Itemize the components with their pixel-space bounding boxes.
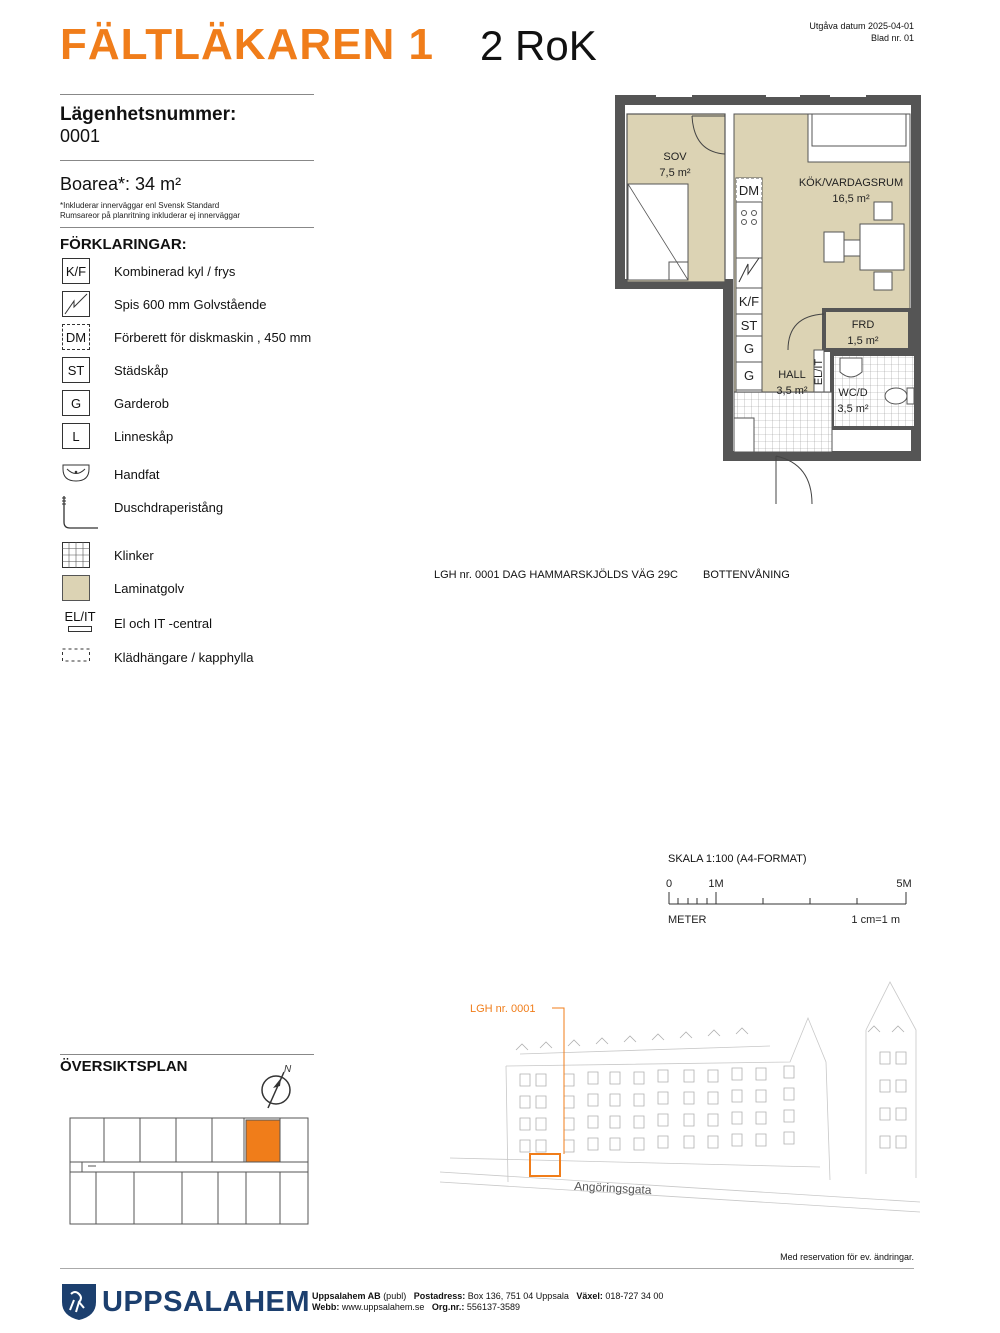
legend-item-dishwasher [60,324,360,354]
legend-label: Städskåp [114,363,169,378]
room-area: 3,5 m² [837,403,869,415]
divider [60,1054,314,1055]
sofa [808,114,910,162]
wardrobe-label: G [743,368,755,383]
postal-address: Box 136, 751 04 Uppsala [465,1291,569,1301]
room-area: 1,5 m² [847,335,879,347]
legend-item-tile [60,542,360,572]
org-number: 556137-3589 [464,1302,520,1312]
org-label: Org.nr.: [431,1302,465,1312]
legend-item-linen-cabinet [60,423,360,453]
laminate-swatch-icon [62,575,90,601]
street-label: Angöringsgata [573,1179,652,1198]
wardrobe-label: G [743,341,755,356]
legend-label: Spis 600 mm Golvstående [114,297,267,312]
legend-item-laminate [60,575,360,605]
company-info [312,1291,663,1313]
company-name: Uppsalahem AB [312,1291,381,1301]
apartment-location [246,1120,280,1162]
apartment-number-label: Lägenhetsnummer: [60,104,237,125]
area-note-line-1: *Inkluderar innerväggar enl Svensk Standard [60,201,220,210]
dishwasher-icon: DM [62,324,90,350]
scale-tick-label: 0 [665,878,673,890]
tile-icon [62,542,90,568]
floor-plan [612,92,922,512]
issue-info [809,20,914,44]
linen-cabinet-icon: L [62,423,90,449]
cleaning-cabinet-icon: ST [62,357,90,383]
area-note [60,201,240,221]
company-suffix: (publ) [380,1291,407,1301]
north-arrow-icon [256,1060,306,1116]
company-logo-text: UPPSALAHEM [102,1286,311,1318]
scale-tick-label: 1M [708,878,724,890]
legend-item-stove [60,291,360,321]
shower-rail-icon [62,494,102,534]
room-area: 3,5 m² [776,385,808,397]
facade-elevation [440,962,920,1226]
room-name: WC/D [838,387,868,399]
sheet-number: Blad nr. 01 [870,33,914,43]
room-area: 7,5 m² [659,167,691,179]
legend-item-el-it [60,610,360,640]
legend-item-shower-rail [60,494,360,534]
room-name: SOV [663,151,687,163]
scale-unit: METER [668,914,707,926]
project-title: FÄLTLÄKAREN 1 [60,20,434,69]
fridge-label: K/F [738,294,760,309]
facade-apartment-label: LGH nr. 0001 [470,1003,536,1015]
room-name: HALL [778,369,806,381]
room-area: 16,5 m² [832,193,870,205]
room-name: KÖK/VARDAGSRUM [798,177,904,189]
legend-label: Klinker [114,548,154,563]
divider [60,94,314,95]
scale-tick-label: 5M [896,878,912,890]
uppsalahem-logo-icon [60,1282,98,1322]
divider [60,1268,914,1269]
scale-title: SKALA 1:100 (A4-FORMAT) [668,853,807,865]
overview-heading: ÖVERSIKTSPLAN [60,1058,188,1075]
phone-label: Växel: [576,1291,603,1301]
plan-floor: BOTTENVÅNING [702,569,790,581]
cleaning-cabinet-label: ST [740,318,758,333]
scale-ratio: 1 cm=1 m [851,914,900,926]
scale-bar [664,874,920,936]
divider [60,160,314,161]
area-note-line-2: Rumsareor på planritning inkluderar ej innerväggar [60,211,241,220]
wash-basin-icon [62,461,90,487]
reservation-note: Med reservation för ev. ändringar. [780,1252,914,1262]
legend-label: Garderob [114,396,169,411]
divider [60,227,314,228]
legend-label: Laminatgolv [114,581,185,596]
plan-address: LGH nr. 0001 DAG HAMMARSKJÖLDS VÄG 29C [434,569,678,581]
clothes-rail-icon [62,644,90,670]
legend-item-wardrobe [60,390,360,420]
legend-item-cleaning-cabinet [60,357,360,387]
dishwasher-label: DM [738,183,760,198]
plan-caption [434,569,790,581]
dining-table [860,224,904,270]
legend-label: Kombinerad kyl / frys [114,264,236,279]
legend-item-fridge-freezer [60,258,360,288]
el-it-label: EL/IT [813,358,825,386]
legend-heading: FÖRKLARINGAR: [60,236,187,253]
issue-date: Utgåva datum 2025-04-01 [809,21,914,31]
website-link[interactable]: www.uppsalahem.se [339,1302,425,1312]
legend-label: Linneskåp [114,429,174,444]
legend-label: El och IT -central [114,616,213,631]
el-it-central-icon: EL/IT [62,610,98,636]
legend-label: Förberett för diskmaskin , 450 mm [114,330,312,345]
web-label: Webb: [312,1302,340,1312]
room-name: FRD [851,319,875,331]
legend-label: Klädhängare / kapphylla [114,650,254,665]
phone-number: 018-727 34 00 [602,1291,664,1301]
legend-label: Duschdraperistång [114,500,224,515]
wardrobe-icon: G [62,390,90,416]
north-label: N [284,1064,292,1075]
fridge-freezer-icon: K/F [62,258,90,284]
apartment-number: 0001 [60,126,101,146]
legend-item-wash-basin [60,461,360,491]
apartment-type: 2 RoK [480,22,597,69]
overview-map [68,1116,312,1228]
living-area: Boarea*: 34 m² [60,174,182,194]
legend-label: Handfat [114,467,160,482]
legend-item-clothes-rail [60,644,360,674]
stove-icon [62,291,90,317]
postal-label: Postadress: [413,1291,466,1301]
